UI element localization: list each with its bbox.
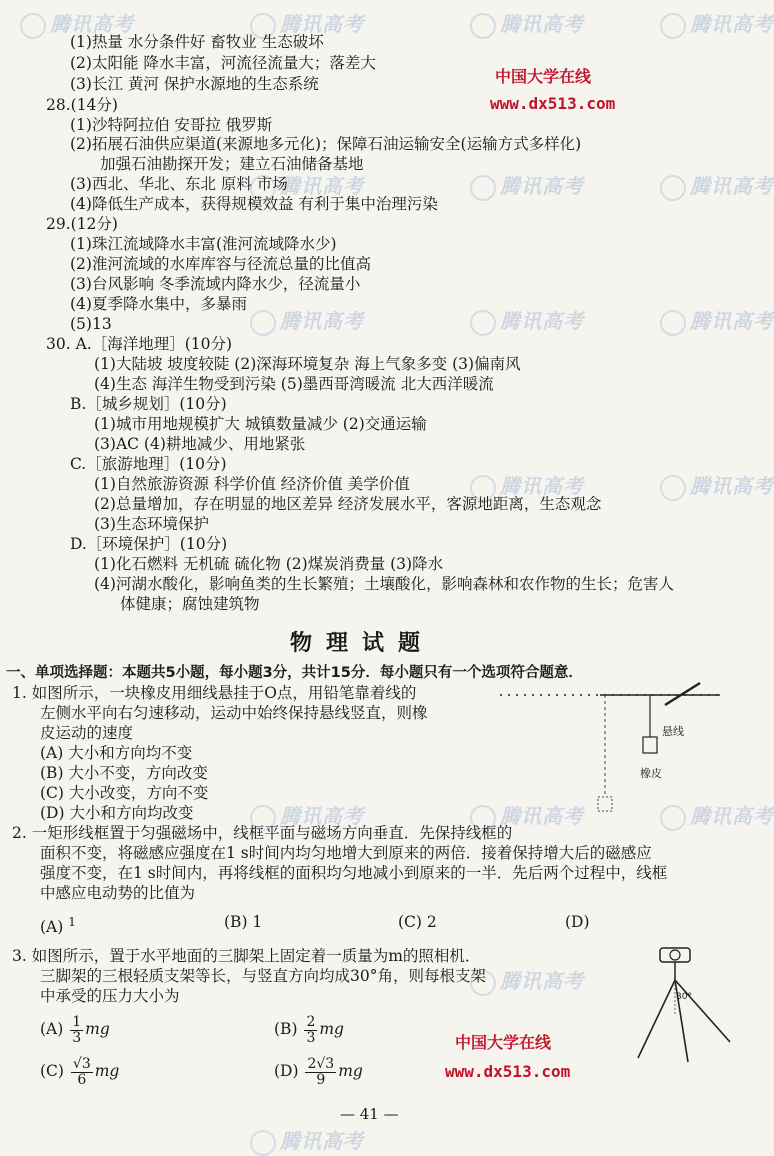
- question-text: 三脚架的三根轻质支架等长，与竖直方向均成30°角，则每根支架: [40, 967, 486, 985]
- answer-line: (2)总量增加，存在明显的地区差异 经济发展水平，客源地距离，生态观念: [94, 495, 602, 513]
- watermark: 腾讯高考: [250, 305, 364, 336]
- option-b: (B) 1: [224, 913, 263, 931]
- option-c: (C) 大小改变，方向不变: [40, 784, 209, 802]
- watermark-logo-icon: [660, 310, 686, 336]
- page-number: — 41 —: [340, 1105, 399, 1123]
- tripod-figure: [630, 940, 740, 1065]
- fraction: $\frac{√3}{6}$: [72, 1055, 91, 1088]
- answer-line: (3)西北、华北、东北 原料 市场: [70, 175, 288, 193]
- watermark: 腾讯高考: [470, 965, 584, 996]
- eraser-pendulum-figure: [500, 675, 730, 815]
- watermark-logo-icon: [20, 13, 46, 39]
- answer-line: (1)化石燃料 无机硫 硫化物 (2)煤炭消费量 (3)降水: [94, 555, 444, 573]
- option-d: (D) 大小和方向均改变: [40, 804, 194, 822]
- answer-line: (5)13: [70, 315, 112, 333]
- option-c: (C) 2: [398, 913, 437, 931]
- watermark: 腾讯高考: [470, 305, 584, 336]
- question-text: 面积不变，将磁感应强度在1 s时间内均匀地增大到原来的两倍．接着保持增大后的磁感应: [40, 844, 652, 862]
- figure-label-line: 悬线: [662, 725, 684, 738]
- angle-label: 30°: [676, 992, 692, 1002]
- question-text: 2. 一矩形线框置于匀强磁场中，线框平面与磁场方向垂直．先保持线框的: [12, 824, 513, 842]
- watermark: 腾讯高考: [250, 170, 364, 201]
- option-b: (B) $\frac{2}{3}$ mg: [274, 1013, 344, 1046]
- option-c: (C) $\frac{√3}{6}$ mg: [40, 1055, 120, 1088]
- option-a-value: 1: [68, 915, 76, 929]
- question-number: 30. A.［海洋地理］(10分): [46, 335, 233, 353]
- question-text: 中感应电动势的比值为: [40, 884, 196, 902]
- question-text: 左侧水平向右匀速移动，运动中始终保持悬线竖直，则橡: [40, 704, 428, 722]
- brand-name: 中国大学在线: [455, 1033, 552, 1052]
- figure-label-eraser: 橡皮: [640, 767, 662, 780]
- watermark-logo-icon: [660, 175, 686, 201]
- question-number: 29.(12分): [46, 215, 118, 233]
- answer-line: (1)大陆坡 坡度较陡 (2)深海环境复杂 海上气象多变 (3)偏南风: [94, 355, 521, 373]
- answer-line: (1)珠江流域降水丰富(淮河流域降水少): [70, 235, 337, 253]
- watermark-logo-icon: [470, 310, 496, 336]
- question-number: 28.(14分): [46, 96, 118, 114]
- answer-line: (1)城市用地规模扩大 城镇数量减少 (2)交通运输: [94, 415, 427, 433]
- answer-line: (3)台风影响 冬季流域内降水少，径流量小: [70, 275, 361, 293]
- answer-line: (2)太阳能 降水丰富，河流径流量大；落差大: [70, 54, 376, 72]
- answer-line: (4)河湖水酸化，影响鱼类的生长繁殖；土壤酸化，影响森林和农作物的生长；危害人: [94, 575, 674, 593]
- watermark-logo-icon: [660, 13, 686, 39]
- watermark: 腾讯高考: [470, 170, 584, 201]
- watermark-logo-icon: [250, 310, 276, 336]
- option-b: (B) 大小不变，方向改变: [40, 764, 208, 782]
- answer-line: (1)热量 水分条件好 畜牧业 生态破坏: [70, 33, 324, 51]
- question-text: 强度不变，在1 s时间内，再将线框的面积均匀地减小到原来的一半．先后两个过程中，线框: [40, 864, 668, 882]
- watermark: 腾讯高考: [660, 470, 774, 501]
- watermark: 腾讯高考: [660, 170, 774, 201]
- brand-url: www.dx513.com: [490, 94, 616, 113]
- watermark: 腾讯高考: [660, 800, 774, 831]
- watermark-logo-icon: [250, 1130, 276, 1156]
- fraction: $\frac{2}{3}$: [306, 1013, 316, 1046]
- watermark-logo-icon: [470, 13, 496, 39]
- watermark: 腾讯高考: [660, 305, 774, 336]
- watermark: 腾讯高考: [470, 800, 584, 831]
- physics-title: 物理试题: [290, 631, 435, 656]
- option-a: (A) 大小和方向均不变: [40, 744, 193, 762]
- section-heading: 一、单项选择题：本题共5小题，每小题3分，共计15分．每小题只有一个选项符合题意．: [6, 665, 583, 681]
- option-d: (D) $\frac{2√3}{9}$ mg: [274, 1055, 363, 1088]
- answer-line: (1)自然旅游资源 科学价值 经济价值 美学价值: [94, 475, 410, 493]
- question-text: 1. 如图所示，一块橡皮用细线悬挂于O点，用铅笔靠着线的: [12, 684, 417, 702]
- answer-line: (3)生态环境保护: [94, 515, 209, 533]
- watermark: 腾讯高考: [20, 8, 134, 39]
- answer-line: (1)沙特阿拉伯 安哥拉 俄罗斯: [70, 116, 273, 134]
- watermark: 腾讯高考: [250, 800, 364, 831]
- watermark: 腾讯高考: [250, 8, 364, 39]
- answer-line: (3)长江 黄河 保护水源地的生态系统: [70, 75, 319, 93]
- question-text: 3. 如图所示，置于水平地面的三脚架上固定着一质量为m的照相机．: [12, 947, 481, 965]
- answer-line: (4)夏季降水集中，多暴雨: [70, 295, 247, 313]
- section-heading: C.［旅游地理］(10分): [70, 455, 227, 473]
- brand-name: 中国大学在线: [495, 67, 592, 86]
- section-heading: B.［城乡规划］(10分): [70, 395, 227, 413]
- brand-url: www.dx513.com: [445, 1062, 571, 1081]
- answer-line: (2)淮河流域的水库库容与径流总量的比值高: [70, 255, 371, 273]
- answer-line: (4)降低生产成本，获得规模效益 有利于集中治理污染: [70, 195, 438, 213]
- question-text: 中承受的压力大小为: [40, 987, 180, 1005]
- answer-line: 加强石油勘探开发；建立石油储备基地: [100, 155, 364, 173]
- fraction: $\frac{1}{3}$: [72, 1013, 82, 1046]
- option-d: (D): [565, 913, 590, 931]
- option-a: (A) $\frac{1}{3}$ mg: [40, 1013, 110, 1046]
- watermark: 腾讯高考: [470, 470, 584, 501]
- watermark-logo-icon: [660, 475, 686, 501]
- section-heading: D.［环境保护］(10分): [70, 535, 228, 553]
- answer-line: (2)拓展石油供应渠道(来源地多元化)；保障石油运输安全(运输方式多样化): [70, 135, 582, 153]
- option-a: (A) $^1$: [40, 915, 76, 937]
- answer-line: (4)生态 海洋生物受到污染 (5)墨西哥湾暖流 北大西洋暖流: [94, 375, 494, 393]
- answer-line: 体健康；腐蚀建筑物: [120, 595, 260, 613]
- watermark: 腾讯高考: [660, 8, 774, 39]
- watermark: 腾讯高考: [470, 8, 584, 39]
- watermark-logo-icon: [470, 175, 496, 201]
- answer-line: (3)AC (4)耕地减少、用地紧张: [94, 435, 306, 453]
- question-text: 皮运动的速度: [40, 724, 134, 742]
- fraction: $\frac{2√3}{9}$: [307, 1055, 335, 1088]
- watermark: 腾讯高考: [250, 1125, 364, 1156]
